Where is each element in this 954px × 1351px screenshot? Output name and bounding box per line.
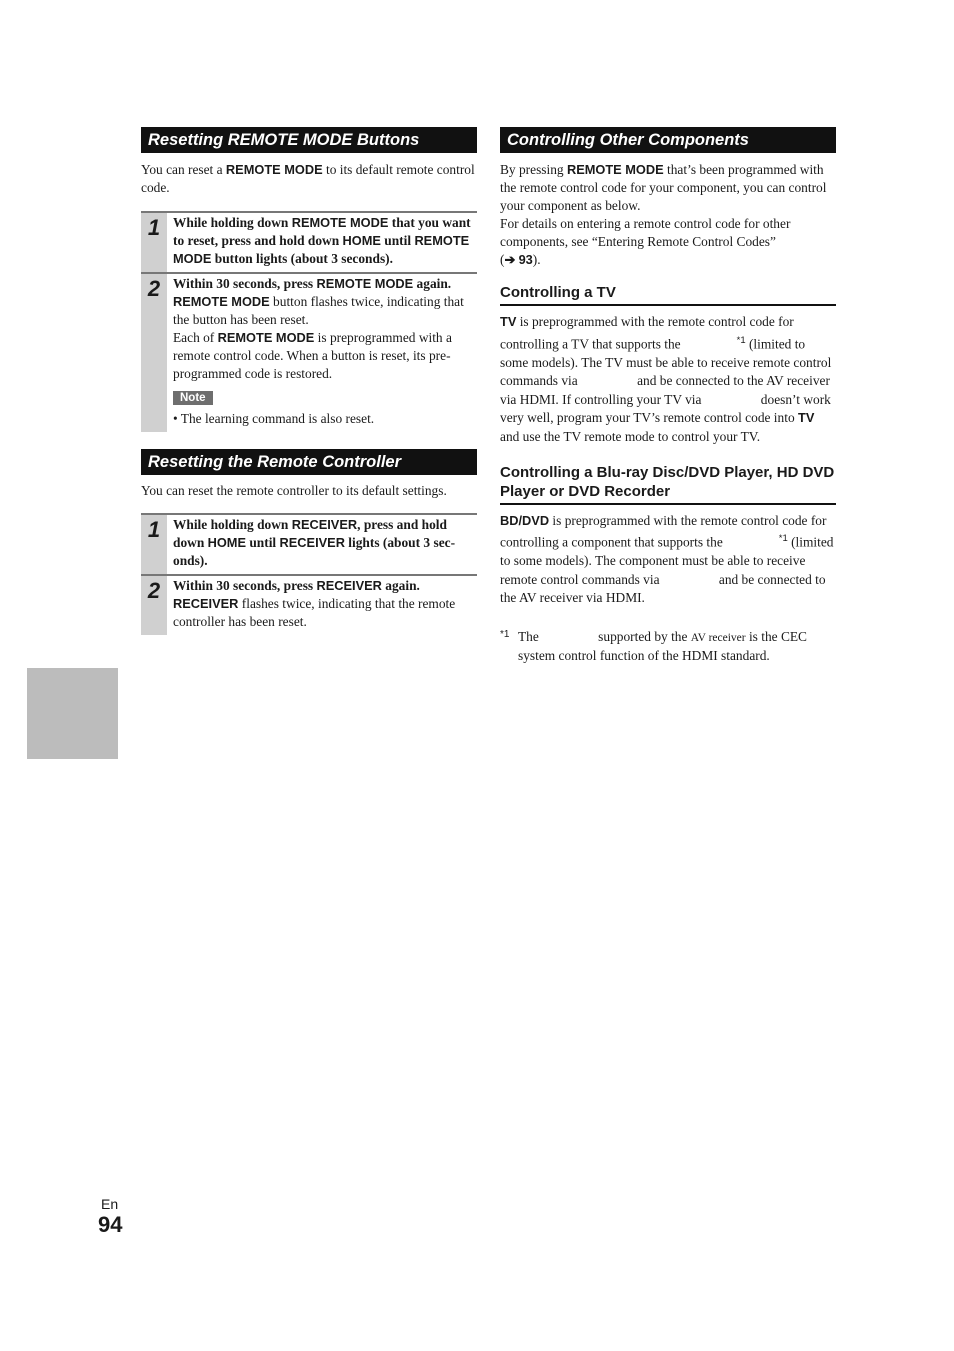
step-instruction: Within 30 seconds, press RECEIVER again. (173, 578, 420, 593)
step-body (167, 213, 477, 272)
note-text: • The learning command is also reset. (173, 411, 375, 426)
left-column (141, 127, 477, 635)
step-body (167, 576, 477, 635)
step-2 (141, 272, 477, 432)
step-detail: RECEIVER flashes twice, indicating that the remote controller has been reset. (173, 596, 456, 629)
step-1 (141, 211, 477, 272)
arrow-right-icon: ➔ (504, 252, 516, 267)
step-number: 2 (141, 274, 167, 432)
section-title-controlling-other-components: Controlling Other Components (500, 127, 836, 153)
subheading-controlling-bd-dvd: Controlling a Blu-ray Disc/DVD Player, HD DVD Player or DVD Recorder (500, 463, 836, 505)
step-instruction: Within 30 seconds, press REMOTE MODE again. (173, 276, 452, 291)
step-instruction: While holding down RECEIVER, press and hold down HOME until RECEIVER lights (about 3 sec-onds). (173, 517, 456, 568)
section-intro: You can reset the remote controller to its default settings. (141, 483, 447, 498)
steps-block (141, 513, 477, 635)
section-intro: By pressing REMOTE MODE that’s been programmed with the remote control code for your component, you can control your component as below. (500, 162, 827, 213)
step-2 (141, 574, 477, 635)
step-body (167, 515, 477, 574)
step-1 (141, 513, 477, 574)
step-number: 2 (141, 576, 167, 635)
step-body (167, 274, 477, 432)
page-number: 94 (98, 1212, 123, 1237)
tv-paragraph: TV is preprogrammed with the remote control code for controlling a TV that supports the $^{*1}$ (limited to some models). The TV must be able to receive remote control commands via and be connected to the AV receiver via HDMI. If controlling your TV via doesn’t work very well, program your TV’s remote control code into TV and use the TV remote mode to control your TV. (500, 314, 832, 445)
step-instruction: While holding down REMOTE MODE that you want to reset, press and hold down HOME until REMOTE MODE button lights (about 3 seconds). (173, 215, 471, 266)
section-title-reset-remote-mode: Resetting REMOTE MODE Buttons (141, 127, 477, 153)
side-tab-marker (27, 668, 118, 759)
page-reference: 93 (518, 252, 533, 267)
footnote-text: The supported by the AV receiver is the CEC system control function of the HDMI standard. (518, 629, 807, 664)
right-column (500, 127, 836, 665)
step-detail: REMOTE MODE button flashes twice, indicating that the button has been reset. (173, 294, 464, 327)
footnote (500, 628, 836, 665)
subheading-controlling-tv: Controlling a TV (500, 283, 836, 306)
step-number: 1 (141, 515, 167, 574)
bd-dvd-paragraph: BD/DVD is preprogrammed with the remote control code for controlling a component that supports the $^{*1}$ (limited to some models). The component must be able to receive remote control commands via and be connected to the AV receiver via HDMI. (500, 512, 834, 606)
section-intro-details: For details on entering a remote control code for other components, see “Entering Remote Control Codes” (➔ 93). (500, 216, 791, 267)
step-detail: Each of REMOTE MODE is preprogrammed with a remote control code. When a button is reset, its pre-programmed code is restored. (173, 330, 452, 381)
page-language: En (101, 1196, 119, 1212)
footnote-mark: *1 (500, 629, 510, 641)
section-title-reset-remote-controller: Resetting the Remote Controller (141, 449, 477, 475)
step-number: 1 (141, 213, 167, 272)
section-intro: You can reset a REMOTE MODE to its default remote control code. (141, 162, 475, 195)
steps-block (141, 211, 477, 432)
note-badge: Note (173, 391, 213, 405)
